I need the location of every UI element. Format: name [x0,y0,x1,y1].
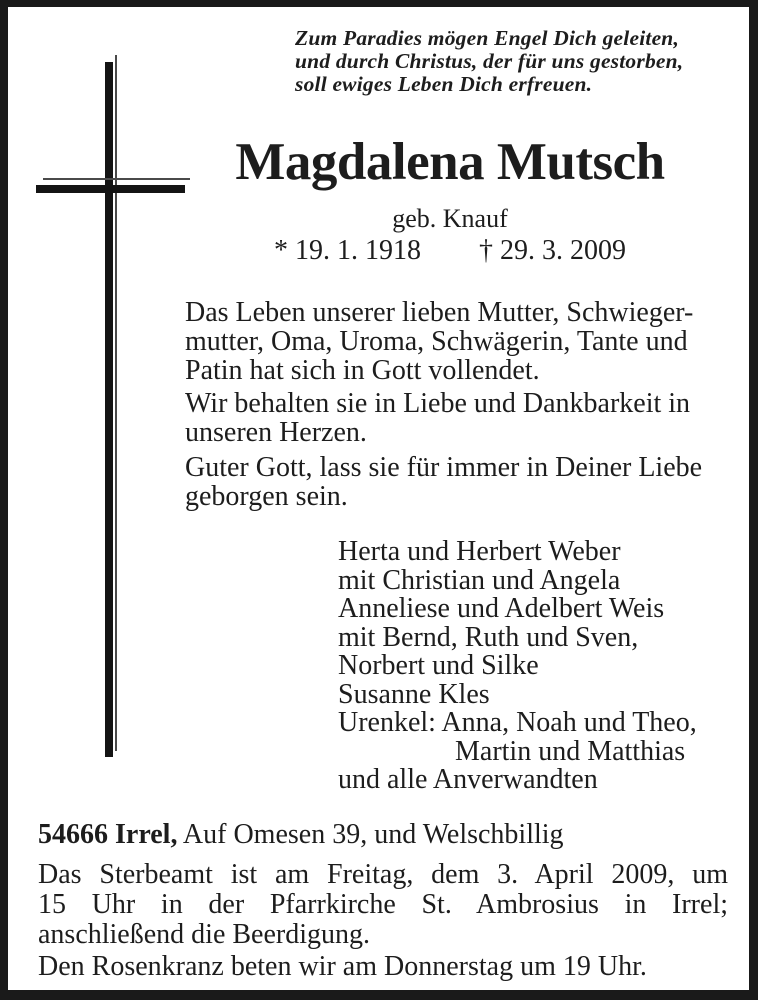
epigraph-line: Zum Paradies mögen Engel Dich geleiten, [295,26,680,50]
text-line: Patin hat sich in Gott vollendet. [185,355,540,386]
mourner-line: mit Christian und Angela [338,564,621,596]
mourner-line: Urenkel: Anna, Noah und Theo, [338,707,697,738]
address-line [38,820,728,850]
address-street: Auf Omesen 39, und Welschbillig [177,819,564,850]
epigraph-line: und durch Christus, der für uns gestorben, [295,49,684,73]
condolence-paragraph [185,453,741,511]
mourner-line: Anneliese und Adelbert Weis [338,593,665,624]
mourner-line: Norbert und Silke [338,650,539,681]
condolence-paragraph [185,389,741,447]
maiden-name: geb. Knauf [392,204,508,233]
death-date: † 29. 3. 2009 [479,235,626,266]
text-line: Das Leben unserer lieben Mutter, Schwieger- [185,297,694,328]
text-line: Wir behalten sie in Liebe und Dankbarkeit in [185,388,691,419]
service-line: anschließend die Beerdigung. [38,919,371,950]
text-line: geborgen sein. [185,481,348,512]
text-line: mutter, Oma, Uroma, Schwägerin, Tante und [185,326,688,357]
life-dates [185,236,715,265]
mourner-line-continuation: Martin und Matthias [455,735,686,767]
mourners-list [338,538,697,795]
epigraph [295,27,683,96]
address-city: 54666 Irrel, [38,819,178,850]
birth-date: * 19. 1. 1918 [274,235,421,266]
condolence-text [185,298,741,511]
mourner-line: mit Bernd, Ruth und Sven, [338,621,639,653]
text-line: unseren Herzen. [185,417,367,448]
epigraph-line: soll ewiges Leben Dich erfreuen. [295,72,593,96]
service-line: 15 Uhr in der Pfarrkirche St. Ambrosius in Irrel; [38,889,728,920]
mourner-line: Susanne Kles [338,678,490,710]
deceased-name: Magdalena Mutsch [235,133,665,191]
mourner-line: und alle Anverwandten [338,764,598,795]
cross-vertical-thick-bar [105,62,113,757]
service-announcement [38,860,728,950]
text-line: Guter Gott, lass sie für immer in Deiner Liebe [185,452,703,483]
cross-horizontal-thin-line [43,178,190,180]
rosary-announcement: Den Rosenkranz beten wir am Donnerstag um 19 Uhr. [38,951,647,982]
cross-vertical-thin-line [115,55,117,751]
condolence-paragraph [185,298,741,385]
service-line: Das Sterbeamt ist am Freitag, dem 3. April 2009, um [38,859,728,890]
mourner-line: Herta und Herbert Weber [338,536,621,567]
footer [38,820,728,982]
cross-horizontal-thick-bar [36,185,185,193]
